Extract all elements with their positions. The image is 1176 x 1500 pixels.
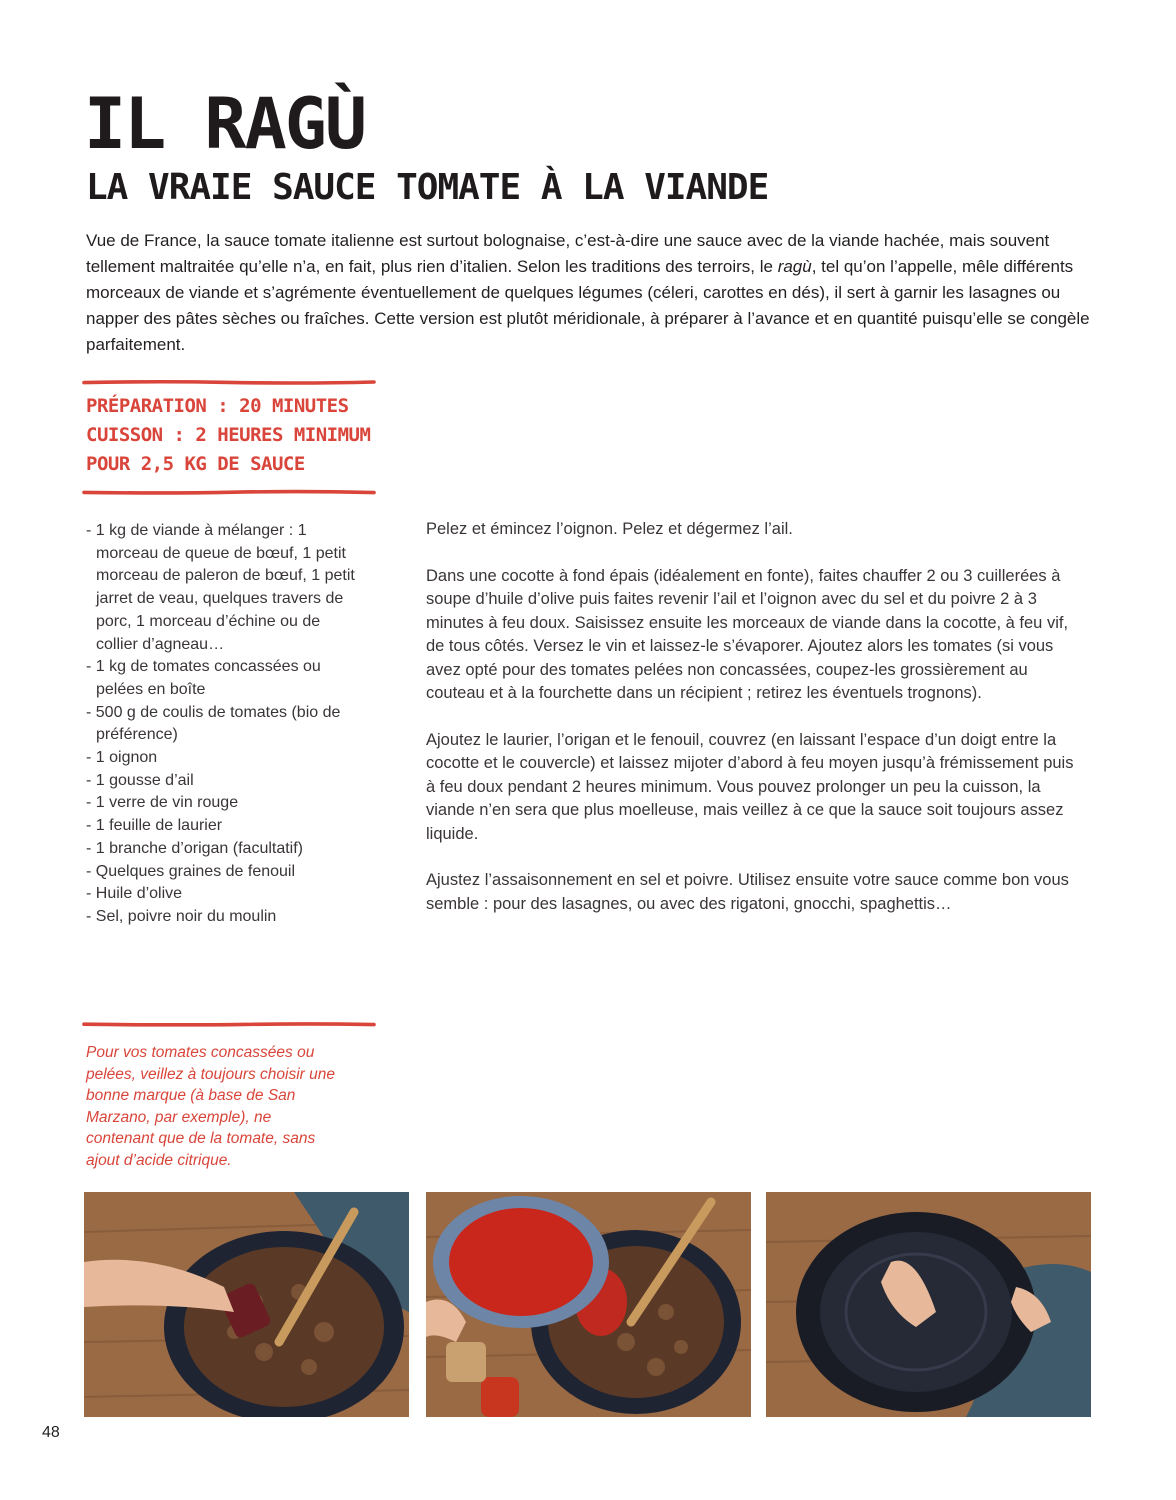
- ingredient-item: - 500 g de coulis de tomates (bio de préférence): [86, 702, 356, 747]
- ingredient-item: - 1 feuille de laurier: [86, 815, 356, 838]
- ingredients-list: [86, 520, 356, 929]
- recipe-meta: [86, 392, 386, 479]
- ingredient-item: - 1 oignon: [86, 747, 356, 770]
- photo-pouring-wine-image: [84, 1192, 409, 1417]
- ingredient-item: - Sel, poivre noir du moulin: [86, 906, 356, 929]
- red-divider-middle: [84, 490, 374, 495]
- recipe-subtitle: LA VRAIE SAUCE TOMATE À LA VIANDE: [86, 167, 769, 208]
- ingredient-item: - Quelques graines de fenouil: [86, 861, 356, 884]
- ingredient-item: - Huile d’olive: [86, 883, 356, 906]
- red-divider-top: [84, 380, 374, 385]
- ingredient-item: - 1 branche d’origan (facultatif): [86, 838, 356, 861]
- step-paragraph: Pelez et émincez l’oignon. Pelez et dégermez l’ail.: [426, 520, 793, 538]
- photo-adding-tomato-image: [426, 1192, 751, 1417]
- ingredient-item: - 1 gousse d’ail: [86, 770, 356, 793]
- ingredient-item: - 1 kg de tomates concassées ou pelées en boîte: [86, 656, 356, 701]
- step-paragraph: Ajustez l’assaisonnement en sel et poivre. Utilisez ensuite votre sauce comme bon vous semble : pour des lasagnes, ou avec des rigatoni, gnocchi, spaghettis…: [426, 871, 1069, 913]
- recipe-title: IL RAGÙ: [84, 83, 366, 165]
- photo-covering-pot-image: [766, 1192, 1091, 1417]
- tomato-tip: Pour vos tomates concassées ou pelées, veillez à toujours choisir une bonne marque (à base de San Marzano, par exemple), ne contenant que de la tomate, sans ajout d’acide citrique.: [86, 1044, 335, 1169]
- intro-paragraph: [86, 228, 1096, 358]
- intro-text-end: , tel qu’on l’appelle, mêle différents morceaux de viande et s’agrémente éventuellement de quelques légumes (céleri, carottes en dés), il sert à garnir les lasagnes ou napper des pâtes sèches ou fraîches. Cette version est plutôt méridionale, à préparer à l’avance et en quantité puisqu’elle se congèle parfaitement.: [86, 257, 1090, 354]
- photo-covering-pot: [766, 1192, 1091, 1417]
- cooking-time: CUISSON : 2 HEURES MINIMUM: [86, 424, 371, 446]
- ingredient-item: - 1 kg de viande à mélanger : 1 morceau de queue de bœuf, 1 petit morceau de paleron de bœuf, 1 petit jarret de veau, quelques travers de porc, 1 morceau d’échine ou de collier d’agneau…: [86, 520, 356, 656]
- ingredient-item: - 1 verre de vin rouge: [86, 792, 356, 815]
- intro-italic-term: ragù: [777, 257, 812, 276]
- step-paragraph: Dans une cocotte à fond épais (idéalement en fonte), faites chauffer 2 ou 3 cuillerées à soupe d’huile d’olive puis faites revenir l’ail et l’oignon avec du sel et du poivre 2 à 3 minutes à feu doux. Saisissez ensuite les morceaux de viande dans la cocotte, à feu vif, de tous côtés. Versez le vin et laissez-le s’évaporer. Ajoutez alors les tomates (si vous avez opté pour des tomates pelées non concassées, coupez-les grossièrement au couteau et à la fourchette dans un récipient ; retirez les éventuels trognons).: [426, 566, 1069, 702]
- red-divider-bottom: [84, 1022, 374, 1027]
- recipe-steps: [426, 518, 1086, 939]
- recipe-yield: POUR 2,5 KG DE SAUCE: [86, 453, 305, 475]
- intro-text-start: Vue de France, la sauce tomate italienne est surtout bolognaise, c’est-à-dire une sauce avec de la viande hachée, mais souvent tellement maltraitée qu’elle n’a, en fait, plus rien d’italien. Selon les traditions des terroirs, le: [86, 231, 1050, 276]
- photo-adding-tomato: [426, 1192, 751, 1417]
- step-paragraph: Ajoutez le laurier, l’origan et le fenouil, couvrez (en laissant l’espace d’un doigt entre la cocotte et le couvercle) et laissez mijoter d’abord à feu moyen jusqu’à frémissement puis à feu doux pendant 2 heures minimum. Vous pouvez prolonger un peu la cuisson, la viande n’en sera que plus moelleuse, mais veillez à ce que la sauce soit toujours assez liquide.: [426, 730, 1074, 843]
- preparation-time: PRÉPARATION : 20 MINUTES: [86, 395, 349, 417]
- page-number: 48: [42, 1424, 60, 1441]
- photo-pouring-wine: [84, 1192, 409, 1417]
